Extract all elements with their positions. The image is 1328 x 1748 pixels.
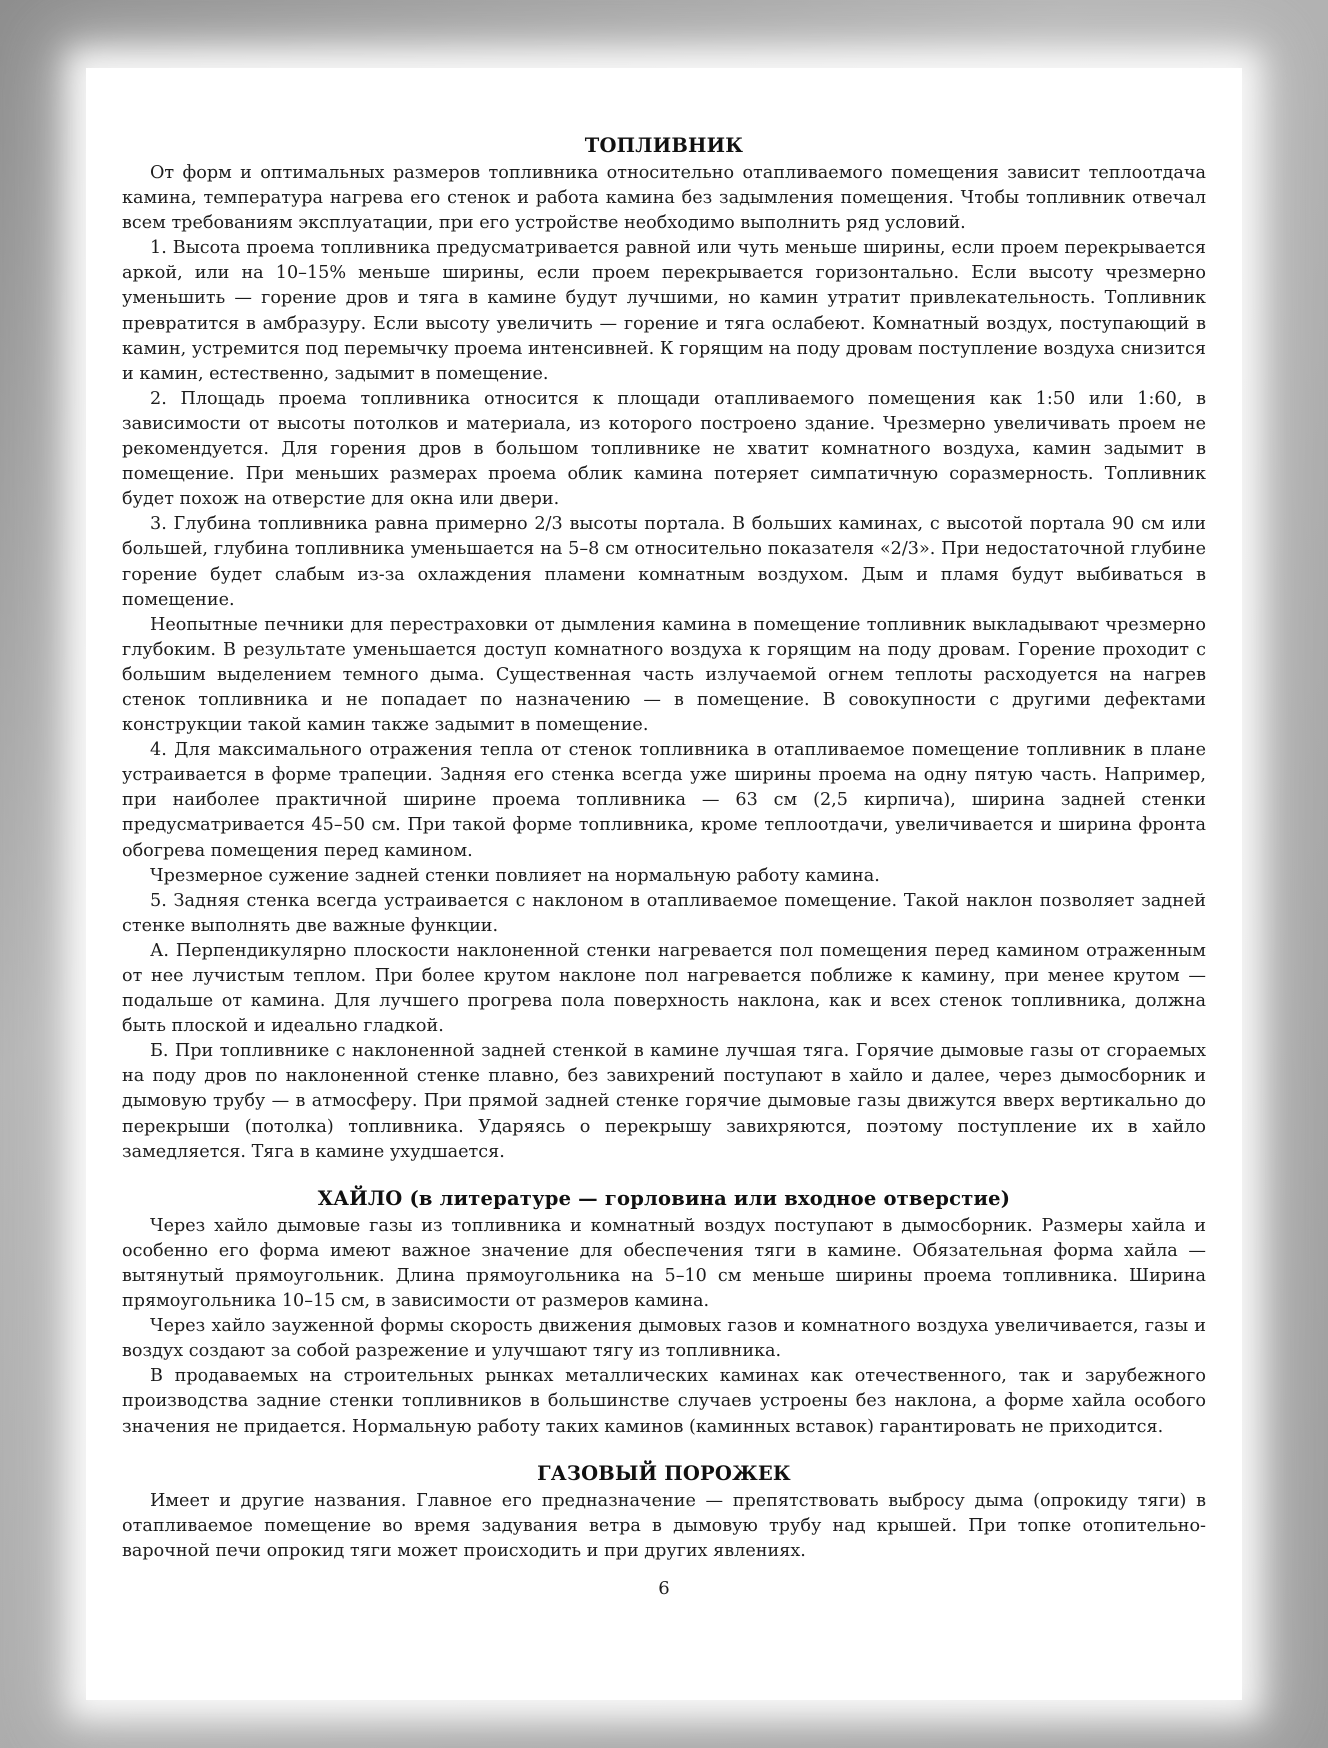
paragraph: От форм и оптимальных размеров топливника относительно отапливаемого помещения зависит теплоотдача камина, температура нагрева его стенок и работа камина без задымления помещения. Чтобы топливник отвечал всем требованиям эксплуатации, при его устройстве необходимо выполнить ряд условий.: [122, 163, 1206, 234]
paragraph: Чрезмерное сужение задней стенки повлияет на нормальную работу камина.: [150, 865, 880, 886]
paragraph: 3. Глубина топливника равна примерно 2/3 высоты портала. В больших каминах, с высотой портала 90 см или большей, глубина топливника уменьшается на 5–8 см относительно показателя «2/3». При недостаточной глубине горение будет слабым из-за охлаждения пламени комнатным воздухом. Дым и пламя будут выбиваться в помещение.: [122, 514, 1206, 610]
paragraph: 5. Задняя стенка всегда устраивается с наклоном в отапливаемое помещение. Такой наклон позволяет задней стенке выполнять две важные функции.: [122, 890, 1206, 936]
book-page: [86, 68, 1242, 1700]
paragraph: 4. Для максимального отражения тепла от стенок топливника в отапливаемое помещение топливник в плане устраивается в форме трапеции. Задняя его стенка всегда уже ширины проема на одну пятую часть. Например, при наиболее практичной ширине проема топливника — 63 см (2,5 кирпича), ширина задней стенки предусматривается 45–50 см. При такой форме топливника, кроме теплоотдачи, увеличивается и ширина фронта обогрева помещения перед камином.: [122, 740, 1206, 861]
section-title: ГАЗОВЫЙ ПОРОЖЕК: [537, 1461, 791, 1485]
section-gas-threshold: [122, 1462, 1206, 1564]
section-title: ТОПЛИВНИК: [584, 134, 744, 157]
paragraph: 2. Площадь проема топливника относится к площади отапливаемого помещения как 1:50 или 1:60, в зависимости от высоты потолков и материала, из которого построено здание. Чрезмерно увеличивать проем не рекомендуется. Для горения дров в большом топливнике не хватит комнатного воздуха, камин задымит в помещение. При меньших размерах проема облик камина потеряет симпатичную соразмерность. Топливник будет похож на отверстие для окна или двери.: [122, 388, 1206, 510]
section-title: ХАЙЛО (в литературе — горловина или входное отверстие): [317, 1186, 1011, 1210]
paragraph: Через хайло дымовые газы из топливника и комнатный воздух поступают в дымосборник. Размеры хайла и особенно его форма имеют важное значение для обеспечения тяги в камине. Обязательная форма хайла — вытянутый прямоугольник. Длина прямоугольника на 5–10 см меньше ширины проема топливника. Ширина прямоугольника 10–15 см, в зависимости от размеров камина.: [122, 1215, 1206, 1312]
paragraph: 1. Высота проема топливника предусматривается равной или чуть меньше ширины, если проем перекрывается аркой, или на 10–15% меньше ширины, если проем перекрывается горизонтально. Если высоту чрезмерно уменьшить — горение дров и тяга в камине будут лучшими, но камин утратит привлекательность. Топливник превратится в амбразуру. Если высоту увеличить — горение и тяга ослабеют. Комнатный воздух, поступающий в камин, устремится под перемычку проема интенсивней. К горящим на поду дровам поступление воздуха снизится и камин, естественно, задымит в помещение.: [122, 238, 1206, 384]
paragraph: Через хайло зауженной формы скорость движения дымовых газов и комнатного воздуха увеличивается, газы и воздух создают за собой разрежение и улучшают тягу из топливника.: [122, 1316, 1206, 1362]
section-toplivnik: [122, 134, 1206, 1165]
paragraph: Б. При топливнике с наклоненной задней стенкой в камине лучшая тяга. Горячие дымовые газы от сгораемых на поду дров по наклоненной стенке плавно, без завихрений поступают в хайло и далее, через дымосборник и дымовую трубу — в атмосферу. При прямой задней стенке горячие дымовые газы движутся вверх вертикально до перекрыши (потолка) топливника. Ударяясь о перекрышу завихряются, поэтому поступление их в хайло замедляется. Тяга в камине ухудшается.: [122, 1041, 1206, 1162]
paragraph: В продаваемых на строительных рынках металлических каминах как отечественного, так и зарубежного производства задние стенки топливников в большинстве случаев устроены без наклона, а форме хайла особого значения не придается. Нормальную работу таких каминов (каминных вставок) гарантировать не приходится.: [122, 1366, 1206, 1437]
paragraph: А. Перпендикулярно плоскости наклоненной стенки нагревается пол помещения перед камином отраженным от нее лучистым теплом. При более крутом наклоне пол нагревается поближе к камину, при менее крутом — подальше от камина. Для лучшего прогрева пола поверхность наклона, как и всех стенок топливника, должна быть плоской и идеально гладкой.: [122, 940, 1206, 1037]
paragraph: Неопытные печники для перестраховки от дымления камина в помещение топливник выкладывают чрезмерно глубоким. В результате уменьшается доступ комнатного воздуха к горящим на поду дровам. Горение проходит с большим выделением темного дыма. Существенная часть излучаемой огнем теплоты расходуется на нагрев стенок топливника и не попадает по назначению — в помещение. В совокупности с другими дефектами конструкции такой камин также задымит в помещение.: [122, 614, 1206, 736]
section-khailo: [122, 1187, 1206, 1440]
page-content: [122, 134, 1206, 1599]
page-number: 6: [658, 1577, 670, 1599]
paragraph: Имеет и другие названия. Главное его предназначение — препятствовать выбросу дыма (опрокиду тяги) в отапливаемое помещение во время задувания ветра в дымовую трубу над крышей. При топке отопительно-варочной печи опрокид тяги может происходить и при других явлениях.: [122, 1490, 1206, 1561]
